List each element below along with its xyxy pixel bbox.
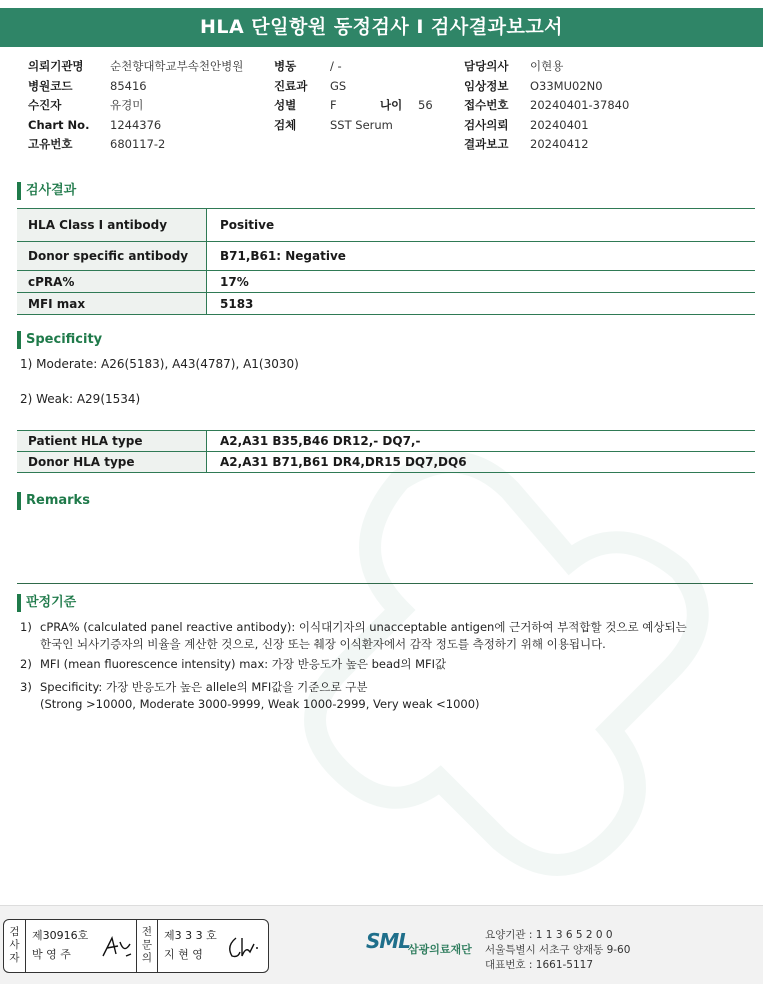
info-value: 1244376 xyxy=(110,117,162,132)
table-row-label: cPRA% xyxy=(17,271,207,292)
info-value: 20240401 xyxy=(530,117,589,132)
report-title: HLA 단일항원 동정검사 I 검사결과보고서 xyxy=(0,8,763,47)
info-value: 85416 xyxy=(110,78,147,93)
info-label: 고유번호 xyxy=(28,137,73,151)
criteria-item xyxy=(20,656,446,673)
info-label: 접수번호 xyxy=(464,98,509,112)
ward-label: 병동 xyxy=(274,59,297,73)
info-label: 결과보고 xyxy=(464,137,509,151)
dept-value: GS xyxy=(330,78,347,93)
table-row-value: A2,A31 B71,B61 DR4,DR15 DQ7,DQ6 xyxy=(220,455,467,469)
table-row-label: MFI max xyxy=(17,293,207,314)
table-row-label: Patient HLA type xyxy=(17,431,207,451)
specialist-id: 제3 3 3 호 xyxy=(164,929,217,942)
criteria-text: MFI (mean fluorescence intensity) max: 가장 반응도가 높은 bead의 MFI값 xyxy=(40,657,447,671)
org-code: 요양기관 : 1 1 3 6 5 2 0 0 xyxy=(485,929,613,941)
table-row-label: Donor HLA type xyxy=(17,452,207,472)
age-value: 56 xyxy=(418,98,433,112)
table-row-value: A2,A31 B35,B46 DR12,- DQ7,- xyxy=(220,434,421,448)
specificity-moderate: 1) Moderate: A26(5183), A43(4787), A1(3030) xyxy=(20,357,299,371)
table-row xyxy=(17,242,755,271)
patient-info-col2 xyxy=(274,57,433,135)
criteria-text: Specificity: 가장 반응도가 높은 allele의 MFI값을 기준으로 구분 xyxy=(40,680,368,694)
table-row-value: B71,B61: Negative xyxy=(220,249,346,263)
table-row-label: HLA Class I antibody xyxy=(17,209,207,241)
info-label: 의뢰기관명 xyxy=(28,59,84,73)
specialist-signature xyxy=(224,934,260,960)
specificity-weak: 2) Weak: A29(1534) xyxy=(20,392,141,406)
specialist-name: 지 현 영 xyxy=(164,948,203,961)
sex-label: 성별 xyxy=(274,98,297,112)
criteria-number: 2) xyxy=(20,657,32,671)
specificity-heading: Specificity xyxy=(17,331,102,349)
table-row-value: 17% xyxy=(220,274,249,289)
criteria-text: cPRA% (calculated panel reactive antibody): 이식대기자의 unacceptable antigen에 근거하여 부적합할 것으로 예상되는 xyxy=(40,620,687,634)
tester-signature xyxy=(100,934,134,960)
specialist-label: 전 문 의 xyxy=(136,920,158,972)
results-table xyxy=(17,208,755,315)
patient-info-col1 xyxy=(28,57,243,155)
ward-value: / - xyxy=(330,59,342,73)
info-value: O33MU02N0 xyxy=(530,78,603,93)
table-row xyxy=(17,452,755,473)
table-row xyxy=(17,431,755,452)
info-value: 이현용 xyxy=(530,59,564,73)
org-name: 삼광의료재단 xyxy=(408,943,472,956)
divider xyxy=(17,583,753,584)
info-value: 20240412 xyxy=(530,137,589,151)
info-label: 임상정보 xyxy=(464,78,509,93)
signature-box xyxy=(3,919,269,973)
sex-value: F xyxy=(330,98,337,112)
criteria-heading: 판정기준 xyxy=(17,594,76,612)
results-heading: 검사결과 xyxy=(17,182,76,200)
specimen-value: SST Serum xyxy=(330,117,393,132)
specialist-info xyxy=(164,926,217,964)
criteria-item xyxy=(20,679,480,713)
criteria-number: 1) xyxy=(20,620,32,634)
table-row-value: 5183 xyxy=(220,296,254,311)
patient-info-col3 xyxy=(464,57,629,155)
info-value: 680117-2 xyxy=(110,137,166,151)
info-label: 담당의사 xyxy=(464,59,509,73)
criteria-number: 3) xyxy=(20,680,32,694)
org-info xyxy=(485,928,630,973)
dept-label: 진료과 xyxy=(274,78,308,93)
tester-info xyxy=(32,926,88,964)
tester-label: 검 사 자 xyxy=(4,920,26,972)
sml-logo: SML xyxy=(366,929,411,953)
org-phone: 대표번호 : 1661-5117 xyxy=(485,959,594,971)
table-row-label: Donor specific antibody xyxy=(17,242,207,270)
specimen-label: 검체 xyxy=(274,117,297,132)
org-address: 서울특별시 서초구 양재동 9-60 xyxy=(485,944,631,956)
info-label: Chart No. xyxy=(28,117,90,132)
table-row xyxy=(17,271,755,293)
criteria-text: 한국인 뇌사기증자의 비율을 계산한 것으로, 신장 또는 췌장 이식환자에서 감작 정도를 측정하기 위해 이용됩니다. xyxy=(40,637,606,651)
table-row xyxy=(17,293,755,315)
info-value: 20240401-37840 xyxy=(530,98,630,112)
tester-name: 박 영 주 xyxy=(32,948,71,961)
info-value: 순천향대학교부속천안병원 xyxy=(110,59,244,73)
remarks-heading: Remarks xyxy=(17,492,90,510)
table-row xyxy=(17,209,755,242)
tester-id: 제30916호 xyxy=(32,929,89,942)
info-label: 검사의뢰 xyxy=(464,117,509,132)
table-row-value: Positive xyxy=(220,218,275,232)
criteria-text: (Strong >10000, Moderate 3000-9999, Weak 1000-2999, Very weak <1000) xyxy=(40,697,480,711)
info-label: 병원코드 xyxy=(28,78,73,93)
hla-type-table xyxy=(17,430,755,473)
age-label: 나이 xyxy=(380,98,403,112)
info-label: 수진자 xyxy=(28,98,62,112)
criteria-item xyxy=(20,619,687,653)
info-value: 유경미 xyxy=(110,98,144,112)
